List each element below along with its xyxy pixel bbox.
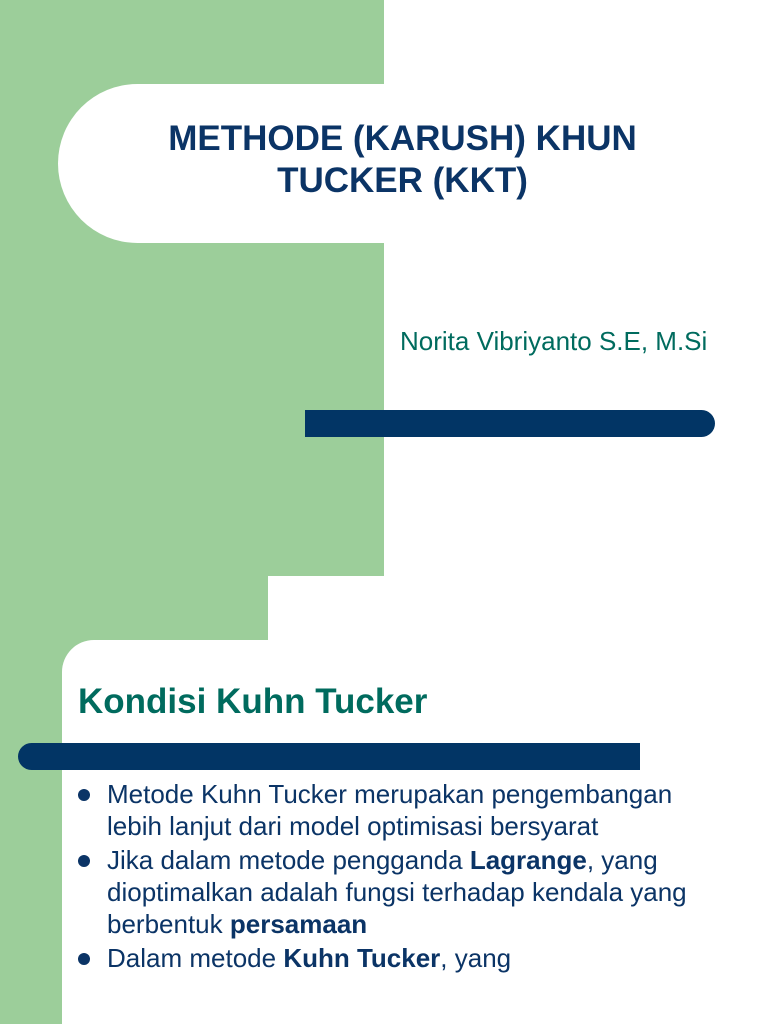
list-item	[78, 778, 718, 842]
slide-2	[0, 576, 768, 1024]
slide-title: METHODE (KARUSH) KHUN TUCKER (KKT)	[168, 119, 637, 200]
list-item	[78, 844, 718, 940]
bullet-icon	[78, 953, 90, 965]
bullet-list	[78, 778, 718, 976]
bullet-icon	[78, 855, 90, 867]
bullet-text-part: Jika dalam metode pengganda	[107, 845, 470, 875]
list-item	[78, 942, 718, 974]
decorative-bar	[18, 743, 640, 770]
bullet-text	[107, 942, 718, 974]
bullet-text: Metode Kuhn Tucker merupakan pengembangan lebih lanjut dari model optimisasi bersyarat	[107, 779, 673, 841]
emphasis-text: Kuhn Tucker	[283, 943, 441, 973]
emphasis-text: Lagrange	[469, 845, 587, 875]
bullet-text-part: , yang	[440, 943, 512, 973]
bullet-text-part: Dalam metode	[107, 943, 284, 973]
emphasis-text: persamaan	[229, 909, 368, 939]
slide-heading: Kondisi Kuhn Tucker	[78, 682, 428, 721]
decorative-bar	[305, 410, 715, 437]
bullet-text	[107, 844, 718, 940]
author-name: Norita Vibriyanto S.E, M.Si	[400, 326, 708, 356]
bullet-text-part: , yang dioptimalkan adalah fungsi terhadap kendala yang berbentuk	[107, 845, 687, 939]
bullet-icon	[78, 789, 90, 801]
